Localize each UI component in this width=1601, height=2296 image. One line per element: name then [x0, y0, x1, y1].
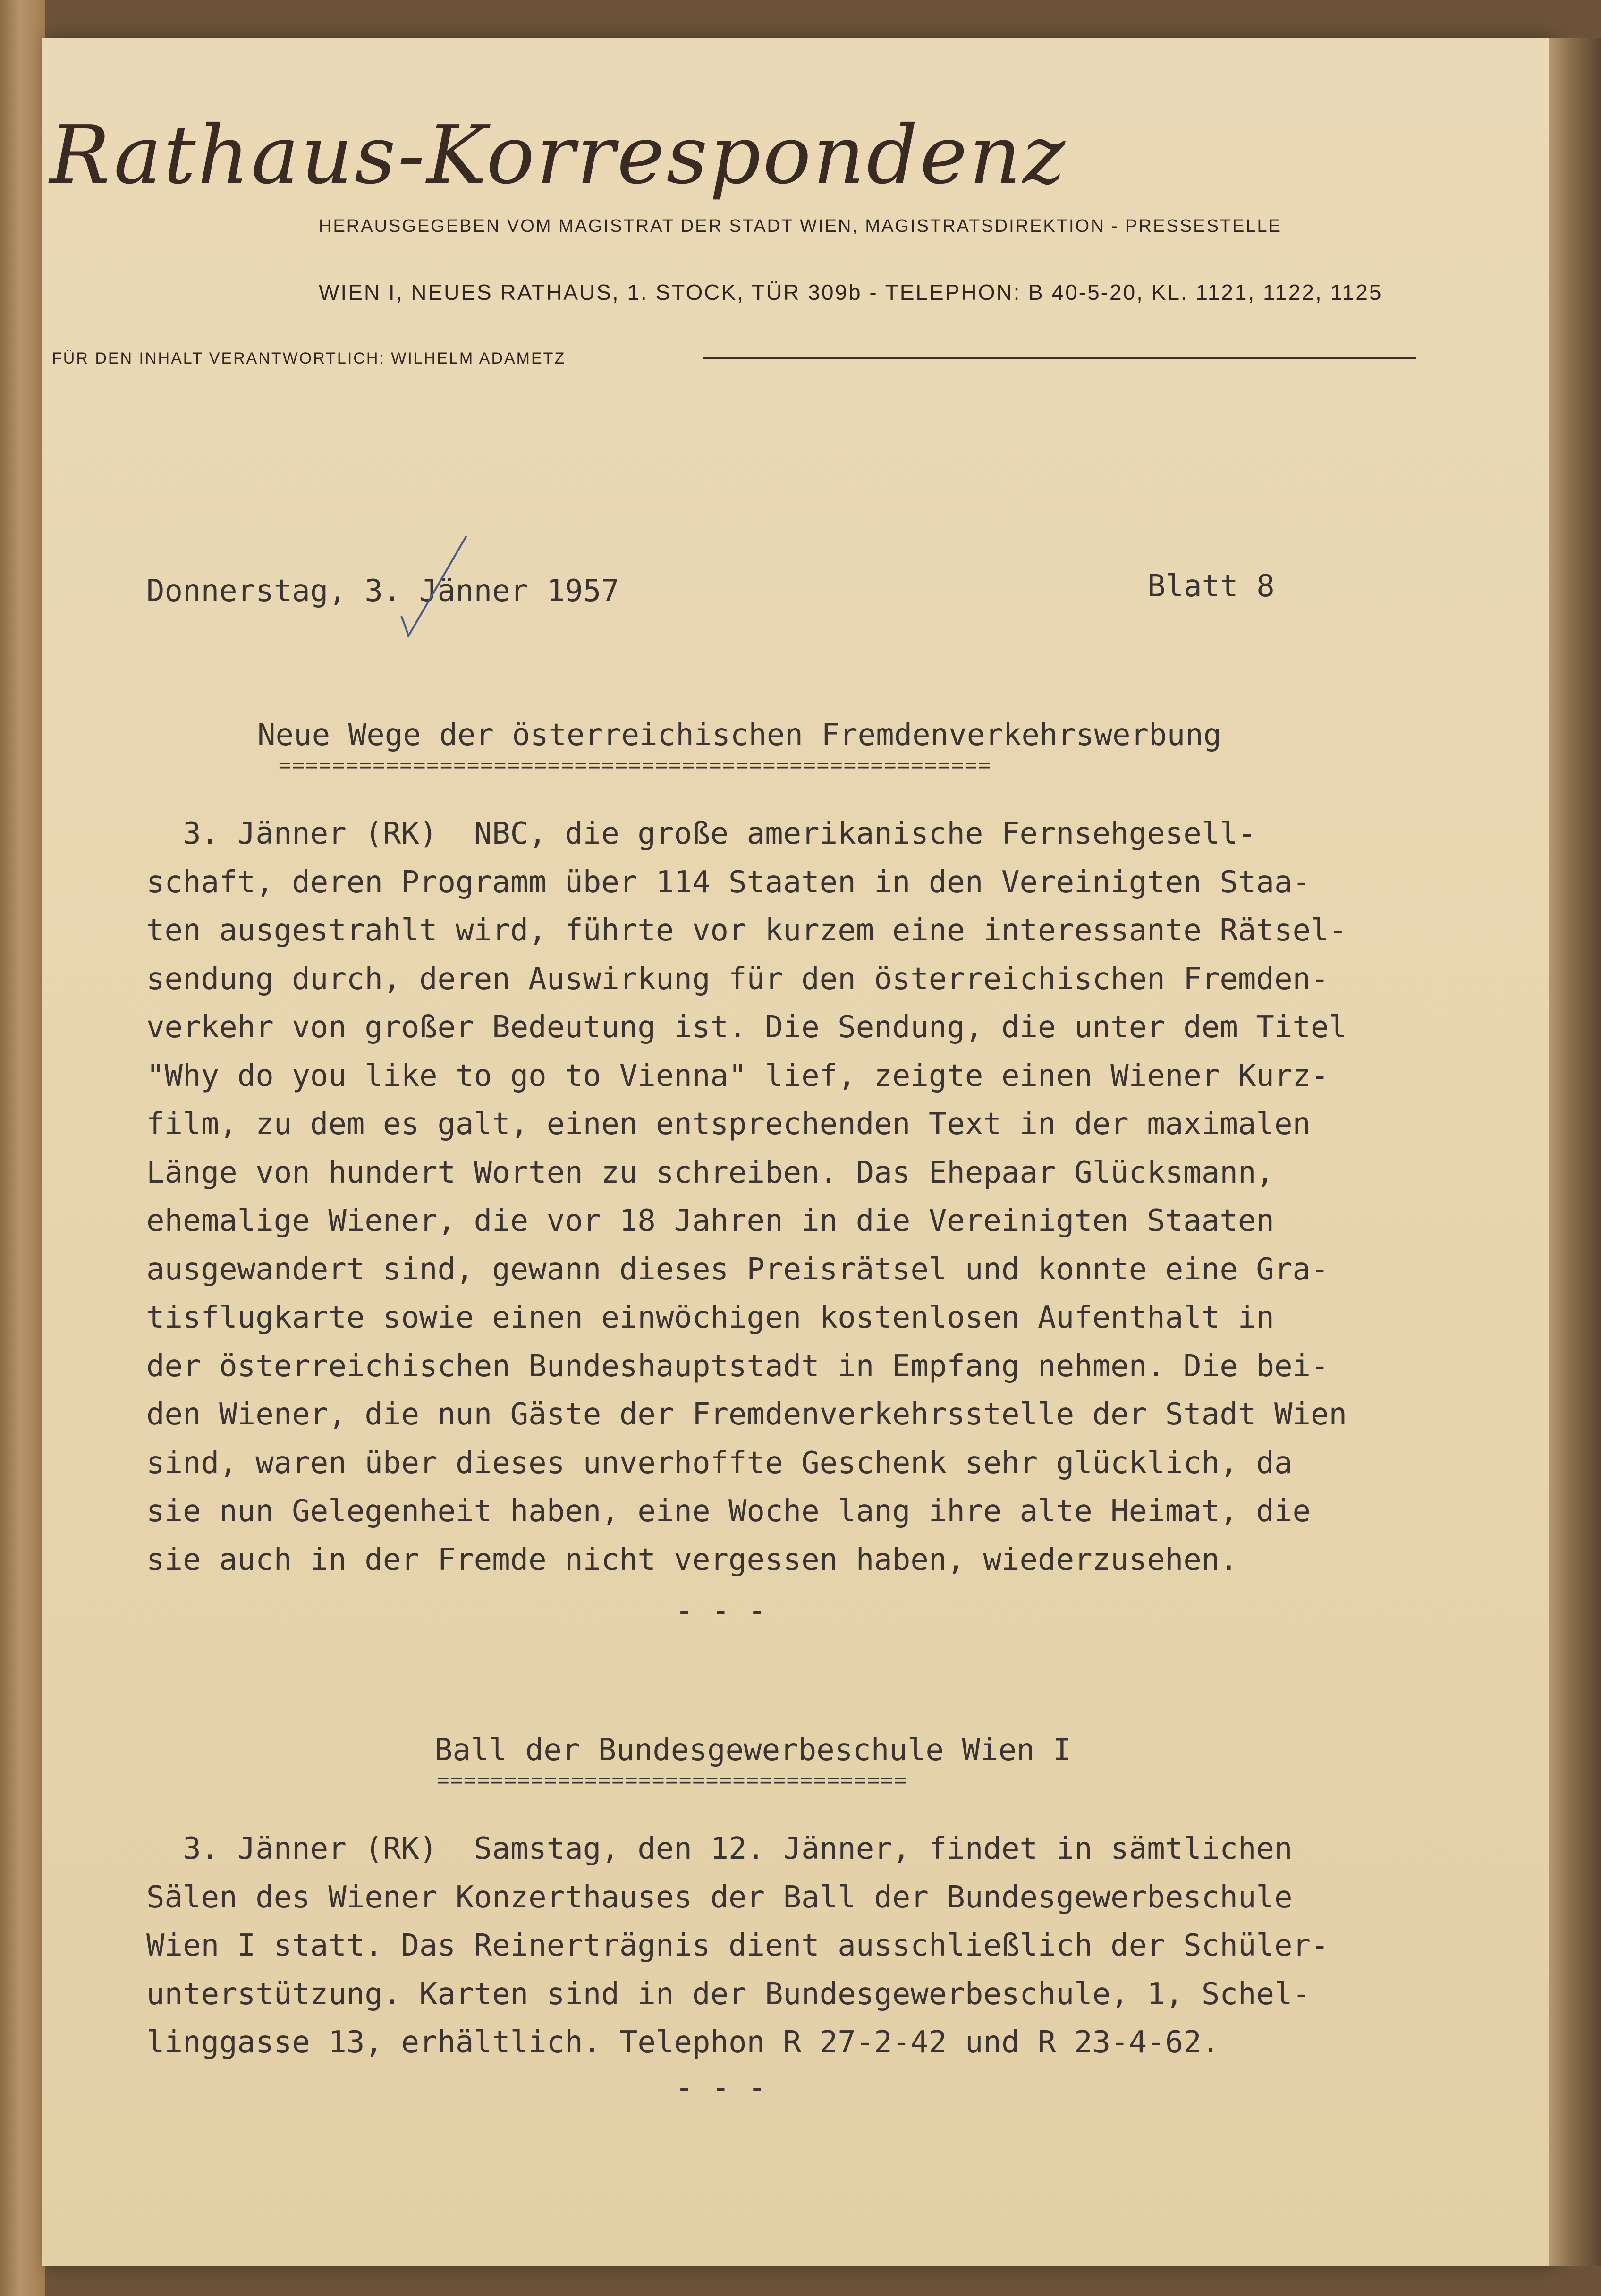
masthead-title: Rathaus-Korrespondenz [50, 109, 1067, 202]
body-line: linggasse 13, erhältlich. Telephon R 27-2-42 und R 23-4-62. [146, 2025, 1220, 2060]
body-line: verkehr von großer Bedeutung ist. Die Sendung, die unter dem Titel [146, 1010, 1347, 1045]
body-line: Wien I statt. Das Reinerträgnis dient ausschließlich der Schüler- [146, 1928, 1329, 1963]
article1-separator: - - - [675, 1593, 766, 1628]
article2-title: Ball der Bundesgewerbeschule Wien I [434, 1733, 1071, 1768]
body-line: film, zu dem es galt, einen entsprechenden Text in der maximalen [146, 1107, 1311, 1142]
issue-date: Donnerstag, 3. Jänner 1957 [146, 574, 619, 609]
body-line: sendung durch, deren Auswirkung für den österreichischen Fremden- [146, 961, 1329, 997]
body-line: ten ausgestrahlt wird, führte vor kurzem eine interessante Rätsel- [146, 913, 1347, 948]
body-line: ausgewandert sind, gewann dieses Preisrätsel und konnte eine Gra- [146, 1252, 1329, 1287]
body-line: "Why do you like to go to Vienna" lief, zeigte einen Wiener Kurz- [146, 1058, 1329, 1093]
body-line: unterstützung. Karten sind in der Bundesgewerbeschule, 1, Schel- [146, 1976, 1311, 2012]
masthead-rule [703, 357, 1416, 359]
sheet-number: Blatt 8 [1147, 569, 1275, 604]
body-line: ehemalige Wiener, die vor 18 Jahren in die Vereinigten Staaten [146, 1203, 1274, 1238]
article2-body [146, 1825, 1329, 2067]
masthead-responsible: FÜR DEN INHALT VERANTWORTLICH: WILHELM ADAMETZ [52, 349, 566, 367]
page-edge-shadow [1549, 38, 1601, 2266]
article1-underline: ===================================================== [279, 753, 991, 777]
article2-underline: =================================== [437, 1768, 908, 1792]
article1-title: Neue Wege der österreichischen Fremdenverkehrswerbung [257, 718, 1222, 753]
body-line: 3. Jänner (RK) NBC, die große amerikanische Fernsehgesell- [146, 816, 1256, 851]
article2-separator: - - - [675, 2070, 766, 2105]
facing-page-edge [0, 0, 45, 2296]
body-line: den Wiener, die nun Gäste der Fremdenverkehrsstelle der Stadt Wien [146, 1397, 1347, 1432]
body-line: sie nun Gelegenheit haben, eine Woche lang ihre alte Heimat, die [146, 1494, 1311, 1529]
body-line: der österreichischen Bundeshauptstadt in Empfang nehmen. Die bei- [146, 1348, 1329, 1384]
masthead-address: WIEN I, NEUES RATHAUS, 1. STOCK, TÜR 309b - TELEPHON: B 40-5-20, KL. 1121, 1122, 1125 [319, 280, 1383, 305]
article1-body [146, 810, 1347, 1584]
body-line: 3. Jänner (RK) Samstag, den 12. Jänner, findet in sämtlichen [146, 1831, 1293, 1866]
body-line: Länge von hundert Worten zu schreiben. Das Ehepaar Glücksmann, [146, 1155, 1274, 1190]
body-line: sie auch in der Fremde nicht vergessen haben, wiederzusehen. [146, 1542, 1238, 1577]
masthead-publisher: HERAUSGEGEBEN VOM MAGISTRAT DER STADT WIEN, MAGISTRATSDIREKTION - PRESSESTELLE [319, 216, 1282, 236]
body-line: Sälen des Wiener Konzerthauses der Ball der Bundesgewerbeschule [146, 1880, 1293, 1915]
body-line: sind, waren über dieses unverhoffte Geschenk sehr glücklich, da [146, 1445, 1293, 1481]
body-line: schaft, deren Programm über 114 Staaten in den Vereinigten Staa- [146, 864, 1311, 900]
body-line: tisflugkarte sowie einen einwöchigen kostenlosen Aufenthalt in [146, 1300, 1274, 1335]
pen-check-mark [387, 531, 477, 640]
